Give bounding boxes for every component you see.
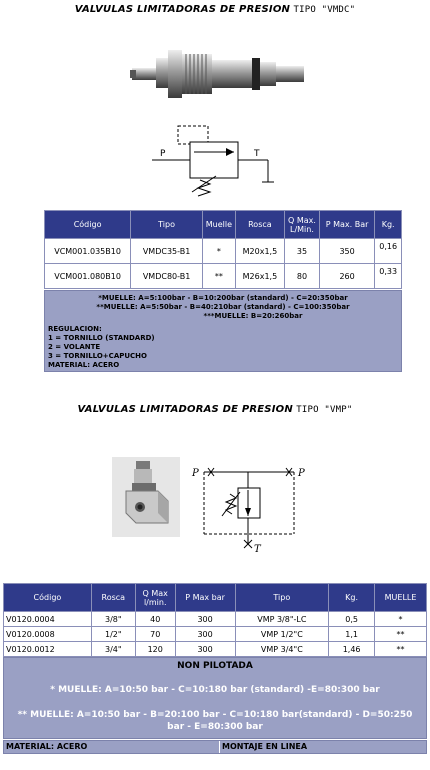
vmdc-col-tipo: Tipo bbox=[131, 211, 203, 239]
vmdc-note-material: MATERIAL: ACERO bbox=[48, 361, 120, 369]
table-cell: ** bbox=[375, 642, 427, 657]
table-cell: 300 bbox=[175, 612, 235, 627]
vmdc-note-reg2: 2 = VOLANTE bbox=[48, 343, 101, 351]
table-cell: VMP 1/2"C bbox=[235, 627, 329, 642]
table-cell: VMP 3/4"C bbox=[235, 642, 329, 657]
table-cell: 1/2" bbox=[91, 627, 135, 642]
vmp-col-pmax: P Max bar bbox=[175, 584, 235, 612]
vmdc-table-header-row bbox=[45, 211, 402, 239]
symbol1-p-label: P bbox=[160, 149, 166, 159]
vmp-note-pilot: NON PILOTADA bbox=[177, 661, 253, 671]
table-cell: * bbox=[202, 239, 235, 264]
vmp-relief-valve-symbol bbox=[190, 458, 320, 556]
table-cell: 3/4" bbox=[91, 642, 135, 657]
table-row bbox=[4, 642, 427, 657]
vmdc-col-qmax: Q Max. L/Min. bbox=[285, 211, 320, 239]
table-cell: 120 bbox=[135, 642, 175, 657]
table-cell: 300 bbox=[175, 642, 235, 657]
table-cell: 0,16 bbox=[375, 239, 402, 264]
vmp-footer-divider bbox=[219, 741, 220, 753]
table-cell: V0120.0008 bbox=[4, 627, 92, 642]
section1-title-type: TIPO "VMDC" bbox=[293, 5, 356, 15]
vmdc-note-regulacion: REGULACION: bbox=[48, 325, 102, 333]
vmdc-table bbox=[44, 210, 402, 289]
table-cell: ** bbox=[375, 627, 427, 642]
vmdc-note-muelle2: **MUELLE: A=5:50bar - B=40:210bar (standard) - C=100:350bar bbox=[96, 303, 350, 311]
vmp-footer-montaje: MONTAJE EN LINEA bbox=[222, 742, 308, 751]
section2-title-type: TIPO "VMP" bbox=[296, 405, 353, 415]
symbol2-t-label: T bbox=[254, 544, 261, 555]
table-cell: 35 bbox=[285, 239, 320, 264]
table-cell: 40 bbox=[135, 612, 175, 627]
vmdc-col-rosca: Rosca bbox=[235, 211, 284, 239]
vmp-col-qmax: Q Max l/min. bbox=[135, 584, 175, 612]
table-cell: V0120.0012 bbox=[4, 642, 92, 657]
table-cell: * bbox=[375, 612, 427, 627]
vmp-footer bbox=[3, 740, 427, 754]
table-cell: 0,5 bbox=[329, 612, 375, 627]
table-cell: 0,33 bbox=[375, 264, 402, 289]
vmp-table bbox=[3, 583, 427, 657]
table-cell: M20x1,5 bbox=[235, 239, 284, 264]
table-cell: 3/8" bbox=[91, 612, 135, 627]
vmdc-note-reg1: 1 = TORNILLO (STANDARD) bbox=[48, 334, 155, 342]
vmdc-col-pmax: P Max. Bar bbox=[319, 211, 374, 239]
table-cell: ** bbox=[202, 264, 235, 289]
table-cell: 80 bbox=[285, 264, 320, 289]
section2-title-main: VALVULAS LIMITADORAS DE PRESION bbox=[77, 404, 293, 415]
table-row bbox=[4, 612, 427, 627]
vmdc-note-muelle3: ***MUELLE: B=20:260bar bbox=[203, 312, 303, 320]
table-cell: VMDC80-B1 bbox=[131, 264, 203, 289]
table-cell: 300 bbox=[175, 627, 235, 642]
symbol2-p-right-label: P bbox=[298, 468, 305, 479]
vmp-notes bbox=[3, 657, 427, 739]
vmdc-note-muelle1: *MUELLE: A=5:100bar - B=10:200bar (standard) - C=20:350bar bbox=[98, 294, 348, 302]
table-cell: VCM001.080B10 bbox=[45, 264, 131, 289]
table-cell: VCM001.035B10 bbox=[45, 239, 131, 264]
vmdc-notes bbox=[44, 290, 402, 372]
section2-title bbox=[0, 404, 430, 415]
vmp-table-header-row bbox=[4, 584, 427, 612]
vmp-note-muelle2: ** MUELLE: A=10:50 bar - B=20:100 bar - C=10:180 bar(standard) - D=50:250 bar - E=80:300 bar bbox=[17, 710, 413, 732]
table-cell: VMP 3/8"-LC bbox=[235, 612, 329, 627]
vmp-note-muelle1: * MUELLE: A=10:50 bar - C=10:180 bar (standard) -E=80:300 bar bbox=[50, 685, 380, 695]
vmdc-note-reg3: 3 = TORNILLO+CAPUCHO bbox=[48, 352, 147, 360]
vmp-col-muelle: MUELLE bbox=[375, 584, 427, 612]
cartridge-valve-photo bbox=[128, 28, 308, 108]
vmp-col-rosca: Rosca bbox=[91, 584, 135, 612]
vmdc-col-codigo: Código bbox=[45, 211, 131, 239]
table-cell: 260 bbox=[319, 264, 374, 289]
vmp-col-tipo: Tipo bbox=[235, 584, 329, 612]
block-valve-photo bbox=[112, 457, 180, 537]
symbol2-p-left-label: P bbox=[192, 468, 199, 479]
section1-title bbox=[0, 4, 430, 15]
table-cell: M26x1,5 bbox=[235, 264, 284, 289]
table-row bbox=[45, 239, 402, 264]
table-cell: 70 bbox=[135, 627, 175, 642]
table-row bbox=[45, 264, 402, 289]
vmp-col-codigo: Código bbox=[4, 584, 92, 612]
symbol1-t-label: T bbox=[254, 149, 260, 159]
table-cell: 1,1 bbox=[329, 627, 375, 642]
section1-title-main: VALVULAS LIMITADORAS DE PRESION bbox=[74, 4, 291, 15]
table-row bbox=[4, 627, 427, 642]
vmdc-col-muelle: Muelle bbox=[202, 211, 235, 239]
vmp-col-kg: Kg. bbox=[329, 584, 375, 612]
vmp-footer-material: MATERIAL: ACERO bbox=[6, 742, 88, 751]
relief-valve-symbol bbox=[150, 124, 290, 198]
table-cell: 1,46 bbox=[329, 642, 375, 657]
vmdc-col-kg: Kg. bbox=[375, 211, 402, 239]
table-cell: 350 bbox=[319, 239, 374, 264]
table-cell: V0120.0004 bbox=[4, 612, 92, 627]
table-cell: VMDC35-B1 bbox=[131, 239, 203, 264]
